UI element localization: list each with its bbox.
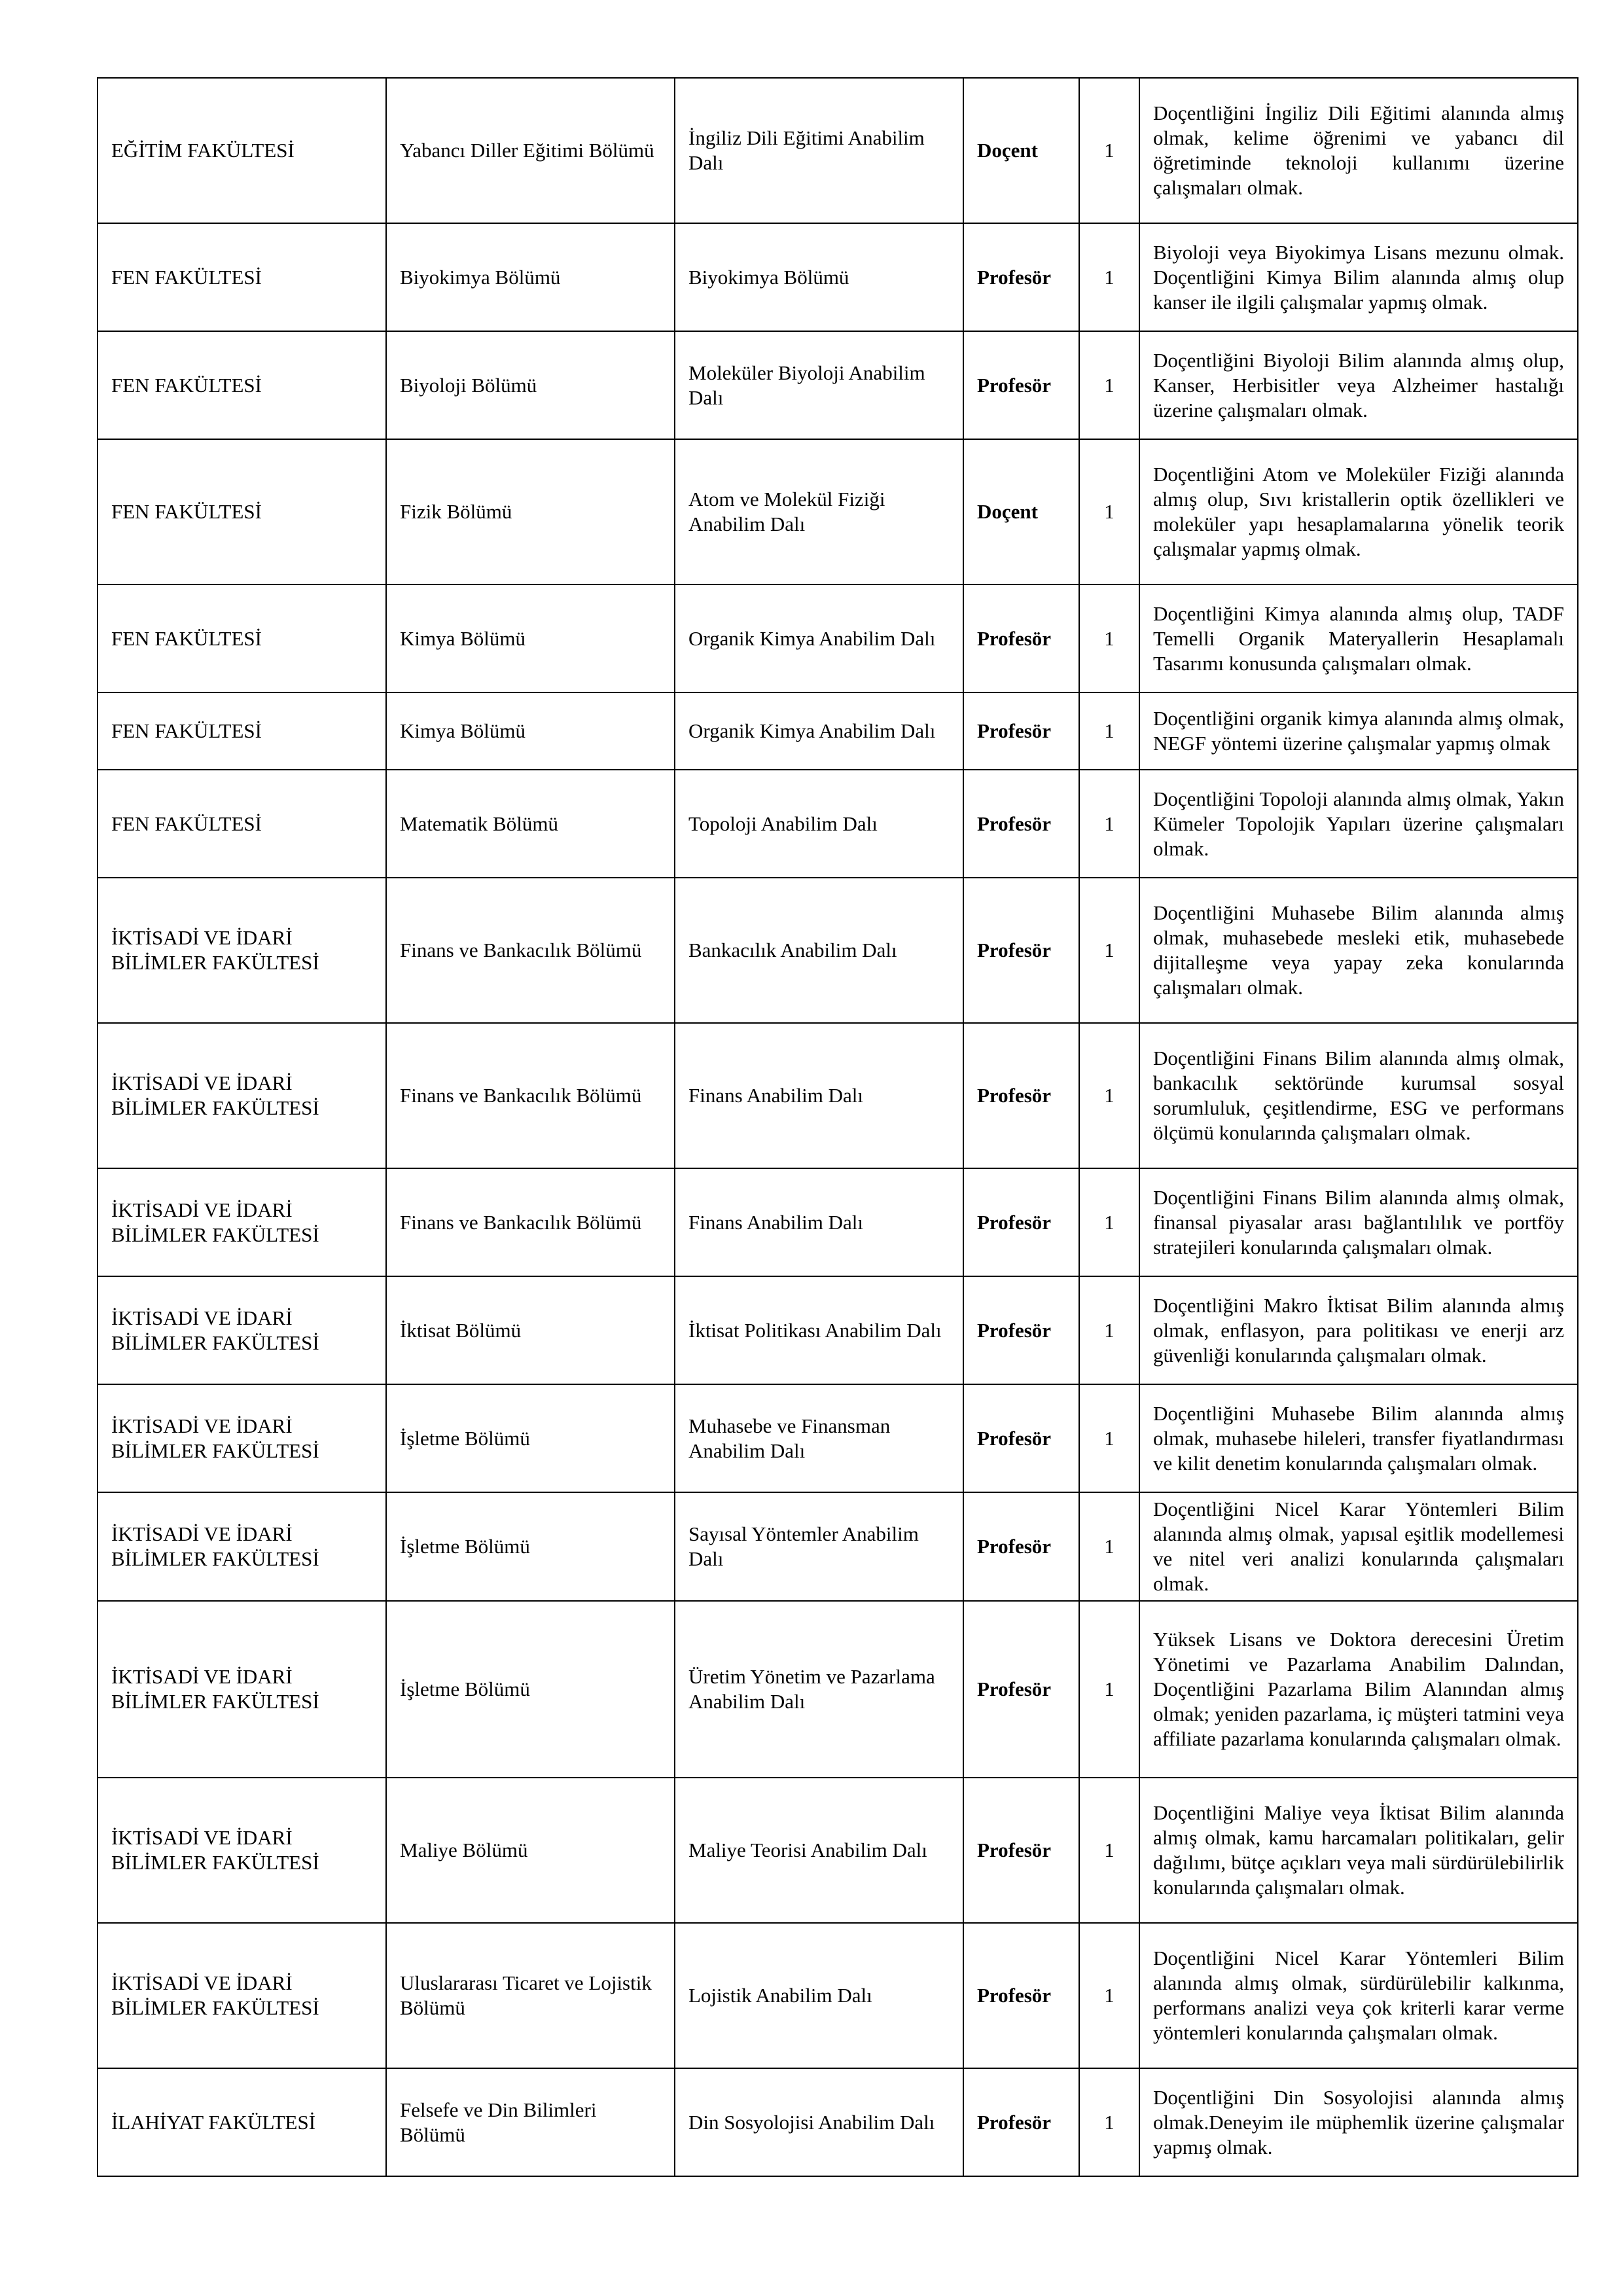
title-cell: Doçent	[963, 439, 1079, 584]
count-cell: 1	[1079, 78, 1139, 223]
requirement-cell: Doçentliğini Maliye veya İktisat Bilim alanında almış olmak, kamu harcamaları politikaları, gelir dağılımı, bütçe açıkları veya mali sürdürülebilirlik konularında çalışmaları olmak.	[1139, 1778, 1578, 1923]
count-cell: 1	[1079, 1023, 1139, 1168]
department-cell: Finans ve Bankacılık Bölümü	[386, 1023, 675, 1168]
faculty-cell: İKTİSADİ VE İDARİ BİLİMLER FAKÜLTESİ	[98, 1601, 386, 1778]
table-row	[98, 1778, 1578, 1923]
division-cell: Organik Kimya Anabilim Dalı	[675, 584, 963, 692]
table-row	[98, 1276, 1578, 1384]
title-cell: Profesör	[963, 1601, 1079, 1778]
count-cell: 1	[1079, 770, 1139, 878]
department-cell: İşletme Bölümü	[386, 1601, 675, 1778]
department-cell: Uluslararası Ticaret ve Lojistik Bölümü	[386, 1923, 675, 2068]
faculty-cell: İKTİSADİ VE İDARİ BİLİMLER FAKÜLTESİ	[98, 1023, 386, 1168]
department-cell: Kimya Bölümü	[386, 692, 675, 770]
requirement-cell: Yüksek Lisans ve Doktora derecesini Üretim Yönetimi ve Pazarlama Anabilim Dalından, Doçentliğini Pazarlama Bilim Alanından almış olmak; yeniden pazarlama, iç müşteri tatmini veya affiliate pazarlama konularında çalışmaları olmak.	[1139, 1601, 1578, 1778]
title-cell: Profesör	[963, 1168, 1079, 1276]
faculty-cell: EĞİTİM FAKÜLTESİ	[98, 78, 386, 223]
title-cell: Profesör	[963, 1923, 1079, 2068]
requirement-cell: Doçentliğini Biyoloji Bilim alanında almış olup, Kanser, Herbisitler veya Alzheimer hastalığı üzerine çalışmaları olmak.	[1139, 331, 1578, 439]
count-cell: 1	[1079, 331, 1139, 439]
division-cell: İktisat Politikası Anabilim Dalı	[675, 1276, 963, 1384]
department-cell: İşletme Bölümü	[386, 1384, 675, 1492]
department-cell: İşletme Bölümü	[386, 1492, 675, 1601]
requirement-cell: Doçentliğini Atom ve Moleküler Fiziği alanında almış olup, Sıvı kristallerin optik özellikleri ve moleküler yapı hesaplamalarına yönelik teorik çalışmalar yapmış olmak.	[1139, 439, 1578, 584]
title-cell: Profesör	[963, 1778, 1079, 1923]
department-cell: Fizik Bölümü	[386, 439, 675, 584]
faculty-cell: FEN FAKÜLTESİ	[98, 584, 386, 692]
requirement-cell: Doçentliğini Nicel Karar Yöntemleri Bilim alanında almış olmak, yapısal eşitlik modellemesi ve nitel veri analizi konularında çalışmaları olmak.	[1139, 1492, 1578, 1601]
count-cell: 1	[1079, 878, 1139, 1023]
division-cell: Finans Anabilim Dalı	[675, 1168, 963, 1276]
positions-table	[97, 77, 1578, 2177]
requirement-cell: Doçentliğini Kimya alanında almış olup, TADF Temelli Organik Materyallerin Hesaplamalı Tasarımı konusunda çalışmaları olmak.	[1139, 584, 1578, 692]
department-cell: Maliye Bölümü	[386, 1778, 675, 1923]
faculty-cell: İLAHİYAT FAKÜLTESİ	[98, 2068, 386, 2176]
department-cell: Kimya Bölümü	[386, 584, 675, 692]
requirement-cell: Doçentliğini Finans Bilim alanında almış olmak, bankacılık sektöründe kurumsal sosyal sorumluluk, çeşitlendirme, ESG ve performans ölçümü konularında çalışmaları olmak.	[1139, 1023, 1578, 1168]
faculty-cell: İKTİSADİ VE İDARİ BİLİMLER FAKÜLTESİ	[98, 878, 386, 1023]
department-cell: Biyoloji Bölümü	[386, 331, 675, 439]
requirement-cell: Doçentliğini İngiliz Dili Eğitimi alanında almış olmak, kelime öğrenimi ve yabancı dil öğretiminde teknoloji kullanımı üzerine çalışmaları olmak.	[1139, 78, 1578, 223]
department-cell: Finans ve Bankacılık Bölümü	[386, 878, 675, 1023]
table-row	[98, 1168, 1578, 1276]
count-cell: 1	[1079, 223, 1139, 331]
faculty-cell: İKTİSADİ VE İDARİ BİLİMLER FAKÜLTESİ	[98, 1168, 386, 1276]
division-cell: Lojistik Anabilim Dalı	[675, 1923, 963, 2068]
count-cell: 1	[1079, 1601, 1139, 1778]
division-cell: Organik Kimya Anabilim Dalı	[675, 692, 963, 770]
table-row	[98, 1384, 1578, 1492]
title-cell: Profesör	[963, 1276, 1079, 1384]
title-cell: Profesör	[963, 584, 1079, 692]
faculty-cell: FEN FAKÜLTESİ	[98, 223, 386, 331]
table-row	[98, 439, 1578, 584]
title-cell: Profesör	[963, 692, 1079, 770]
table-row	[98, 2068, 1578, 2176]
table-row	[98, 78, 1578, 223]
department-cell: Biyokimya Bölümü	[386, 223, 675, 331]
count-cell: 1	[1079, 692, 1139, 770]
count-cell: 1	[1079, 584, 1139, 692]
faculty-cell: FEN FAKÜLTESİ	[98, 692, 386, 770]
table-row	[98, 1023, 1578, 1168]
count-cell: 1	[1079, 1384, 1139, 1492]
count-cell: 1	[1079, 1168, 1139, 1276]
faculty-cell: FEN FAKÜLTESİ	[98, 770, 386, 878]
requirement-cell: Doçentliğini Finans Bilim alanında almış olmak, finansal piyasalar arası bağlantılılık ve portföy stratejileri konularında çalışmaları olmak.	[1139, 1168, 1578, 1276]
count-cell: 1	[1079, 1492, 1139, 1601]
faculty-cell: İKTİSADİ VE İDARİ BİLİMLER FAKÜLTESİ	[98, 1276, 386, 1384]
faculty-cell: FEN FAKÜLTESİ	[98, 331, 386, 439]
division-cell: Finans Anabilim Dalı	[675, 1023, 963, 1168]
faculty-cell: İKTİSADİ VE İDARİ BİLİMLER FAKÜLTESİ	[98, 1923, 386, 2068]
title-cell: Doçent	[963, 78, 1079, 223]
faculty-cell: FEN FAKÜLTESİ	[98, 439, 386, 584]
count-cell: 1	[1079, 1778, 1139, 1923]
table-row	[98, 1601, 1578, 1778]
positions-table-body	[98, 78, 1578, 2176]
division-cell: Topoloji Anabilim Dalı	[675, 770, 963, 878]
title-cell: Profesör	[963, 1384, 1079, 1492]
requirement-cell: Doçentliğini Makro İktisat Bilim alanında almış olmak, enflasyon, para politikası ve enerji arz güvenliği konularında çalışmaları olmak.	[1139, 1276, 1578, 1384]
table-row	[98, 223, 1578, 331]
title-cell: Profesör	[963, 878, 1079, 1023]
table-row	[98, 878, 1578, 1023]
count-cell: 1	[1079, 439, 1139, 584]
title-cell: Profesör	[963, 1492, 1079, 1601]
table-row	[98, 770, 1578, 878]
division-cell: Sayısal Yöntemler Anabilim Dalı	[675, 1492, 963, 1601]
requirement-cell: Doçentliğini Nicel Karar Yöntemleri Bilim alanında almış olmak, sürdürülebilir kalkınma, performans analizi veya çok kriterli karar verme yöntemleri konularında çalışmaları olmak.	[1139, 1923, 1578, 2068]
requirement-cell: Doçentliğini Topoloji alanında almış olmak, Yakın Kümeler Topolojik Yapıları üzerine çalışmaları olmak.	[1139, 770, 1578, 878]
department-cell: Finans ve Bankacılık Bölümü	[386, 1168, 675, 1276]
requirement-cell: Doçentliğini Muhasebe Bilim alanında almış olmak, muhasebede mesleki etik, muhasebede dijitalleşme veya yapay zeka konularında çalışmaları olmak.	[1139, 878, 1578, 1023]
table-row	[98, 584, 1578, 692]
division-cell: Moleküler Biyoloji Anabilim Dalı	[675, 331, 963, 439]
department-cell: Felsefe ve Din Bilimleri Bölümü	[386, 2068, 675, 2176]
title-cell: Profesör	[963, 770, 1079, 878]
requirement-cell: Doçentliğini Din Sosyolojisi alanında almış olmak.Deneyim ile müphemlik üzerine çalışmalar yapmış olmak.	[1139, 2068, 1578, 2176]
table-row	[98, 692, 1578, 770]
division-cell: Din Sosyolojisi Anabilim Dalı	[675, 2068, 963, 2176]
count-cell: 1	[1079, 2068, 1139, 2176]
table-row	[98, 1923, 1578, 2068]
title-cell: Profesör	[963, 223, 1079, 331]
division-cell: Maliye Teorisi Anabilim Dalı	[675, 1778, 963, 1923]
count-cell: 1	[1079, 1923, 1139, 2068]
faculty-cell: İKTİSADİ VE İDARİ BİLİMLER FAKÜLTESİ	[98, 1492, 386, 1601]
faculty-cell: İKTİSADİ VE İDARİ BİLİMLER FAKÜLTESİ	[98, 1778, 386, 1923]
department-cell: Yabancı Diller Eğitimi Bölümü	[386, 78, 675, 223]
title-cell: Profesör	[963, 331, 1079, 439]
division-cell: Üretim Yönetim ve Pazarlama Anabilim Dalı	[675, 1601, 963, 1778]
requirement-cell: Biyoloji veya Biyokimya Lisans mezunu olmak. Doçentliğini Kimya Bilim alanında almış olup kanser ile ilgili çalışmalar yapmış olmak.	[1139, 223, 1578, 331]
title-cell: Profesör	[963, 2068, 1079, 2176]
division-cell: Biyokimya Bölümü	[675, 223, 963, 331]
division-cell: Atom ve Molekül Fiziği Anabilim Dalı	[675, 439, 963, 584]
division-cell: Muhasebe ve Finansman Anabilim Dalı	[675, 1384, 963, 1492]
division-cell: İngiliz Dili Eğitimi Anabilim Dalı	[675, 78, 963, 223]
requirement-cell: Doçentliğini organik kimya alanında almış olmak, NEGF yöntemi üzerine çalışmalar yapmış olmak	[1139, 692, 1578, 770]
division-cell: Bankacılık Anabilim Dalı	[675, 878, 963, 1023]
faculty-cell: İKTİSADİ VE İDARİ BİLİMLER FAKÜLTESİ	[98, 1384, 386, 1492]
table-row	[98, 331, 1578, 439]
department-cell: Matematik Bölümü	[386, 770, 675, 878]
table-row	[98, 1492, 1578, 1601]
title-cell: Profesör	[963, 1023, 1079, 1168]
count-cell: 1	[1079, 1276, 1139, 1384]
department-cell: İktisat Bölümü	[386, 1276, 675, 1384]
requirement-cell: Doçentliğini Muhasebe Bilim alanında almış olmak, muhasebe hileleri, transfer fiyatlandırması ve kilit denetim konularında çalışmaları olmak.	[1139, 1384, 1578, 1492]
